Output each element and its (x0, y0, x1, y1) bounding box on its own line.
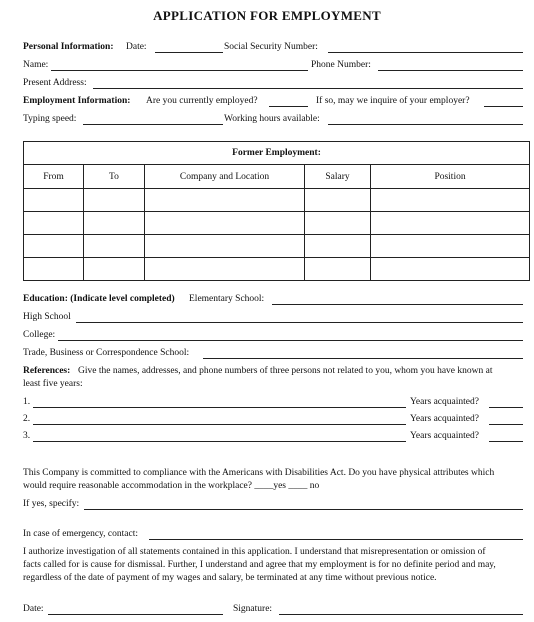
table-cell[interactable] (371, 258, 530, 281)
footer-date-field[interactable] (48, 614, 223, 615)
table-cell[interactable] (24, 189, 84, 212)
phone-label: Phone Number: (311, 60, 371, 70)
reference-number: 3. (23, 431, 31, 441)
reference-number: 2. (23, 414, 31, 424)
table-cell[interactable] (305, 189, 371, 212)
inquire-employer-label: If so, may we inquire of your employer? (316, 96, 470, 106)
column-header-company: Company and Location (145, 165, 305, 189)
trade-school-field[interactable] (203, 358, 523, 359)
table-cell[interactable] (84, 235, 145, 258)
references-instructions: Give the names, addresses, and phone numbers of three persons not related to you, whom you have known at (78, 366, 493, 376)
table-cell[interactable] (24, 235, 84, 258)
working-hours-label: Working hours available: (224, 114, 320, 124)
elementary-label: Elementary School: (189, 294, 265, 304)
column-header-position: Position (371, 165, 530, 189)
typing-speed-label: Typing speed: (23, 114, 77, 124)
table-cell[interactable] (305, 235, 371, 258)
elementary-field[interactable] (272, 304, 523, 305)
reference-field-2[interactable] (33, 424, 406, 425)
high-school-field[interactable] (76, 322, 523, 323)
column-header-salary: Salary (305, 165, 371, 189)
table-cell[interactable] (145, 189, 305, 212)
table-cell[interactable] (371, 189, 530, 212)
references-heading: References: (23, 366, 71, 376)
date-field[interactable] (155, 52, 223, 53)
table-cell[interactable] (371, 212, 530, 235)
reference-number: 1. (23, 397, 31, 407)
table-cell[interactable] (305, 212, 371, 235)
years-acquainted-label: Years acquainted? (410, 397, 479, 407)
currently-employed-field[interactable] (269, 106, 308, 107)
personal-info-heading: Personal Information: (23, 42, 114, 52)
table-row (24, 258, 530, 281)
college-field[interactable] (58, 340, 523, 341)
working-hours-field[interactable] (328, 124, 523, 125)
reference-field-3[interactable] (33, 441, 406, 442)
years-acquainted-label: Years acquainted? (410, 414, 479, 424)
table-cell[interactable] (24, 258, 84, 281)
name-label: Name: (23, 60, 49, 70)
education-heading: Education: (Indicate level completed) (23, 294, 175, 304)
signature-field[interactable] (279, 614, 523, 615)
table-cell[interactable] (84, 212, 145, 235)
table-cell[interactable] (145, 212, 305, 235)
ssn-label: Social Security Number: (224, 42, 318, 52)
table-cell[interactable] (145, 235, 305, 258)
table-row (24, 189, 530, 212)
table-row (24, 235, 530, 258)
address-field[interactable] (93, 88, 523, 89)
table-cell[interactable] (371, 235, 530, 258)
high-school-label: High School (23, 312, 71, 322)
employment-info-heading: Employment Information: (23, 96, 131, 106)
table-cell[interactable] (305, 258, 371, 281)
table-row (24, 212, 530, 235)
if-yes-specify-label: If yes, specify: (23, 499, 80, 509)
column-header-to: To (84, 165, 145, 189)
currently-employed-label: Are you currently employed? (146, 96, 258, 106)
years-acquainted-field-3[interactable] (489, 441, 523, 442)
address-label: Present Address: (23, 78, 87, 88)
reference-field-1[interactable] (33, 407, 406, 408)
references-instructions-cont: least five years: (23, 379, 83, 389)
footer-date-label: Date: (23, 604, 44, 614)
authorization-text: I authorize investigation of all statements contained in this application. I understand that misrepresentation or omission of (23, 547, 486, 557)
years-acquainted-field-1[interactable] (489, 407, 523, 408)
phone-field[interactable] (378, 70, 523, 71)
table-cell[interactable] (24, 212, 84, 235)
emergency-contact-field[interactable] (149, 539, 523, 540)
table-cell[interactable] (84, 189, 145, 212)
signature-label: Signature: (233, 604, 273, 614)
inquire-employer-field[interactable] (484, 106, 523, 107)
authorization-text: facts called for is cause for dismissal. Further, I understand and agree that my employment is for no definite period and may, (23, 560, 496, 570)
ssn-field[interactable] (328, 52, 523, 53)
years-acquainted-label: Years acquainted? (410, 431, 479, 441)
column-header-from: From (24, 165, 84, 189)
name-field[interactable] (51, 70, 308, 71)
former-employment-table (23, 141, 530, 281)
date-label: Date: (126, 42, 147, 52)
emergency-contact-label: In case of emergency, contact: (23, 529, 138, 539)
form-title: APPLICATION FOR EMPLOYMENT (153, 8, 381, 23)
ada-statement: This Company is committed to compliance with the Americans with Disabilities Act. Do you have physical attributes which (23, 468, 495, 478)
college-label: College: (23, 330, 56, 340)
table-cell[interactable] (84, 258, 145, 281)
trade-school-label: Trade, Business or Correspondence School: (23, 348, 190, 358)
typing-speed-field[interactable] (83, 124, 223, 125)
table-cell[interactable] (145, 258, 305, 281)
authorization-text: regardless of the date of payment of my wages and salary, be terminated at any time without previous notice. (23, 573, 437, 583)
if-yes-specify-field[interactable] (84, 509, 523, 510)
years-acquainted-field-2[interactable] (489, 424, 523, 425)
ada-question: would require reasonable accommodation in the workplace? ____yes ____ no (23, 481, 320, 491)
former-employment-caption: Former Employment: (24, 142, 530, 165)
